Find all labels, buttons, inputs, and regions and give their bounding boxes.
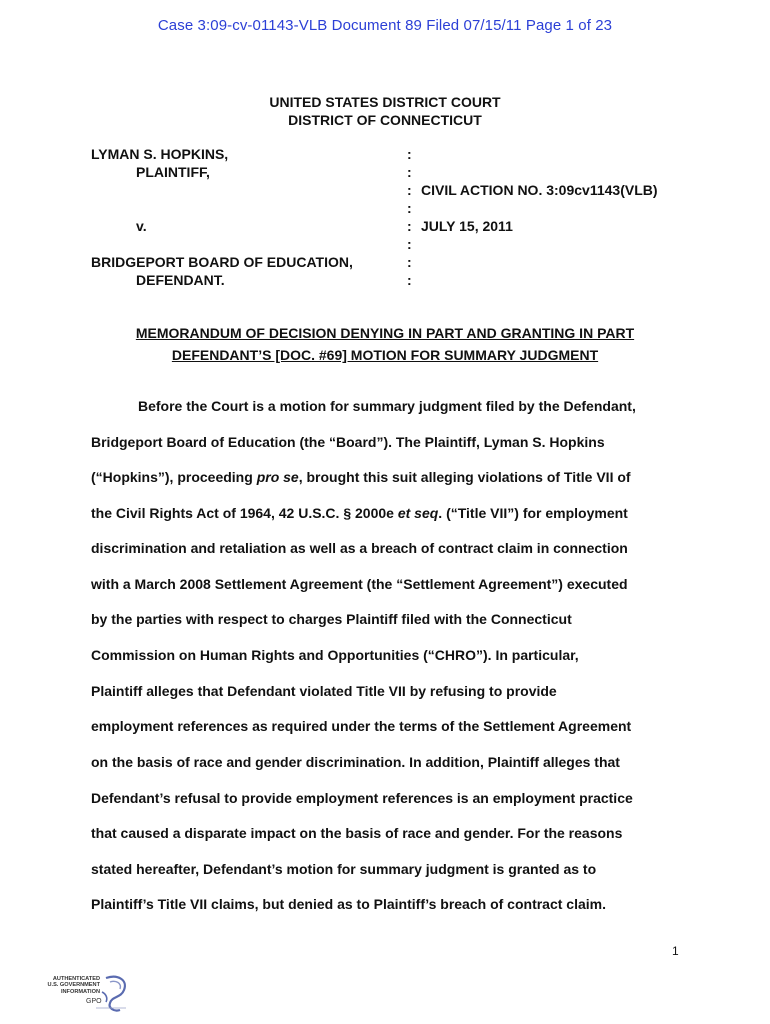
plaintiff-name: LYMAN S. HOPKINS, bbox=[91, 146, 229, 162]
body-line: discrimination and retaliation as well as a breach of contract claim in connection bbox=[91, 540, 628, 556]
defendant-name: BRIDGEPORT BOARD OF EDUCATION, bbox=[91, 254, 353, 270]
body-line: on the basis of race and gender discrimination. In addition, Plaintiff alleges that bbox=[91, 754, 620, 770]
page-number: 1 bbox=[672, 944, 679, 958]
title-line-1: MEMORANDUM OF DECISION DENYING IN PART AND GRANTING IN PART bbox=[135, 325, 635, 341]
caption-colon: : bbox=[407, 164, 412, 180]
gpo-wordmark: GPO bbox=[86, 998, 102, 1005]
defendant-role: DEFENDANT. bbox=[136, 272, 225, 288]
title-line-2: DEFENDANT’S [DOC. #69] MOTION FOR SUMMARY JUDGMENT bbox=[171, 347, 599, 363]
gpo-line: INFORMATION bbox=[60, 988, 100, 995]
body-line: Before the Court is a motion for summary judgment filed by the Defendant, bbox=[138, 398, 636, 414]
body-line bbox=[91, 505, 628, 521]
body-line: that caused a disparate impact on the basis of race and gender. For the reasons bbox=[91, 825, 623, 841]
caption-colon: : bbox=[407, 236, 412, 252]
memorandum-title bbox=[0, 322, 770, 366]
gpo-authentication-logo bbox=[36, 972, 131, 1016]
italic-text: pro se bbox=[256, 469, 299, 485]
body-line: with a March 2008 Settlement Agreement (the “Settlement Agreement”) executed bbox=[91, 576, 628, 592]
text-run: . (“Title VII”) for employment bbox=[438, 505, 628, 521]
caption-colon: : bbox=[407, 254, 412, 270]
caption-colon: : bbox=[407, 146, 412, 162]
civil-action-number: CIVIL ACTION NO. 3:09cv1143(VLB) bbox=[421, 182, 658, 198]
caption-colon: : bbox=[407, 218, 412, 234]
gpo-line: U.S. GOVERNMENT bbox=[47, 982, 100, 989]
body-line: stated hereafter, Defendant’s motion for summary judgment is granted as to bbox=[91, 861, 597, 877]
body-line: Defendant’s refusal to provide employment references is an employment practice bbox=[91, 790, 633, 806]
text-run: the Civil Rights Act of 1964, 42 U.S.C. § 2000e bbox=[91, 505, 398, 521]
gpo-caption bbox=[44, 976, 100, 995]
caption-colon: : bbox=[407, 200, 412, 216]
court-district: DISTRICT OF CONNECTICUT bbox=[288, 112, 482, 128]
case-header: Case 3:09-cv-01143-VLB Document 89 Filed 07/15/11 Page 1 of 23 bbox=[157, 17, 613, 34]
body-line: Plaintiff’s Title VII claims, but denied as to Plaintiff’s breach of contract claim. bbox=[91, 896, 606, 912]
court-heading bbox=[0, 93, 770, 129]
body-line: Bridgeport Board of Education (the “Board”). The Plaintiff, Lyman S. Hopkins bbox=[91, 434, 605, 450]
gpo-line: AUTHENTICATED bbox=[52, 976, 100, 982]
versus-label: v. bbox=[136, 218, 147, 234]
plaintiff-role: PLAINTIFF, bbox=[136, 164, 210, 180]
body-line: Commission on Human Rights and Opportunities (“CHRO”). In particular, bbox=[91, 647, 579, 663]
text-run: , brought this suit alleging violations of Title VII of bbox=[298, 469, 631, 485]
court-name: UNITED STATES DISTRICT COURT bbox=[269, 94, 501, 110]
decision-date: JULY 15, 2011 bbox=[421, 218, 513, 234]
body-line bbox=[91, 469, 631, 485]
text-run: (“Hopkins”), proceeding bbox=[91, 469, 257, 485]
body-line: by the parties with respect to charges Plaintiff filed with the Connecticut bbox=[91, 611, 572, 627]
caption-colon: : bbox=[407, 182, 412, 198]
body-line: employment references as required under the terms of the Settlement Agreement bbox=[91, 718, 632, 734]
body-line: Plaintiff alleges that Defendant violated Title VII by refusing to provide bbox=[91, 683, 557, 699]
italic-text: et seq bbox=[397, 505, 439, 521]
caption-colon: : bbox=[407, 272, 412, 288]
